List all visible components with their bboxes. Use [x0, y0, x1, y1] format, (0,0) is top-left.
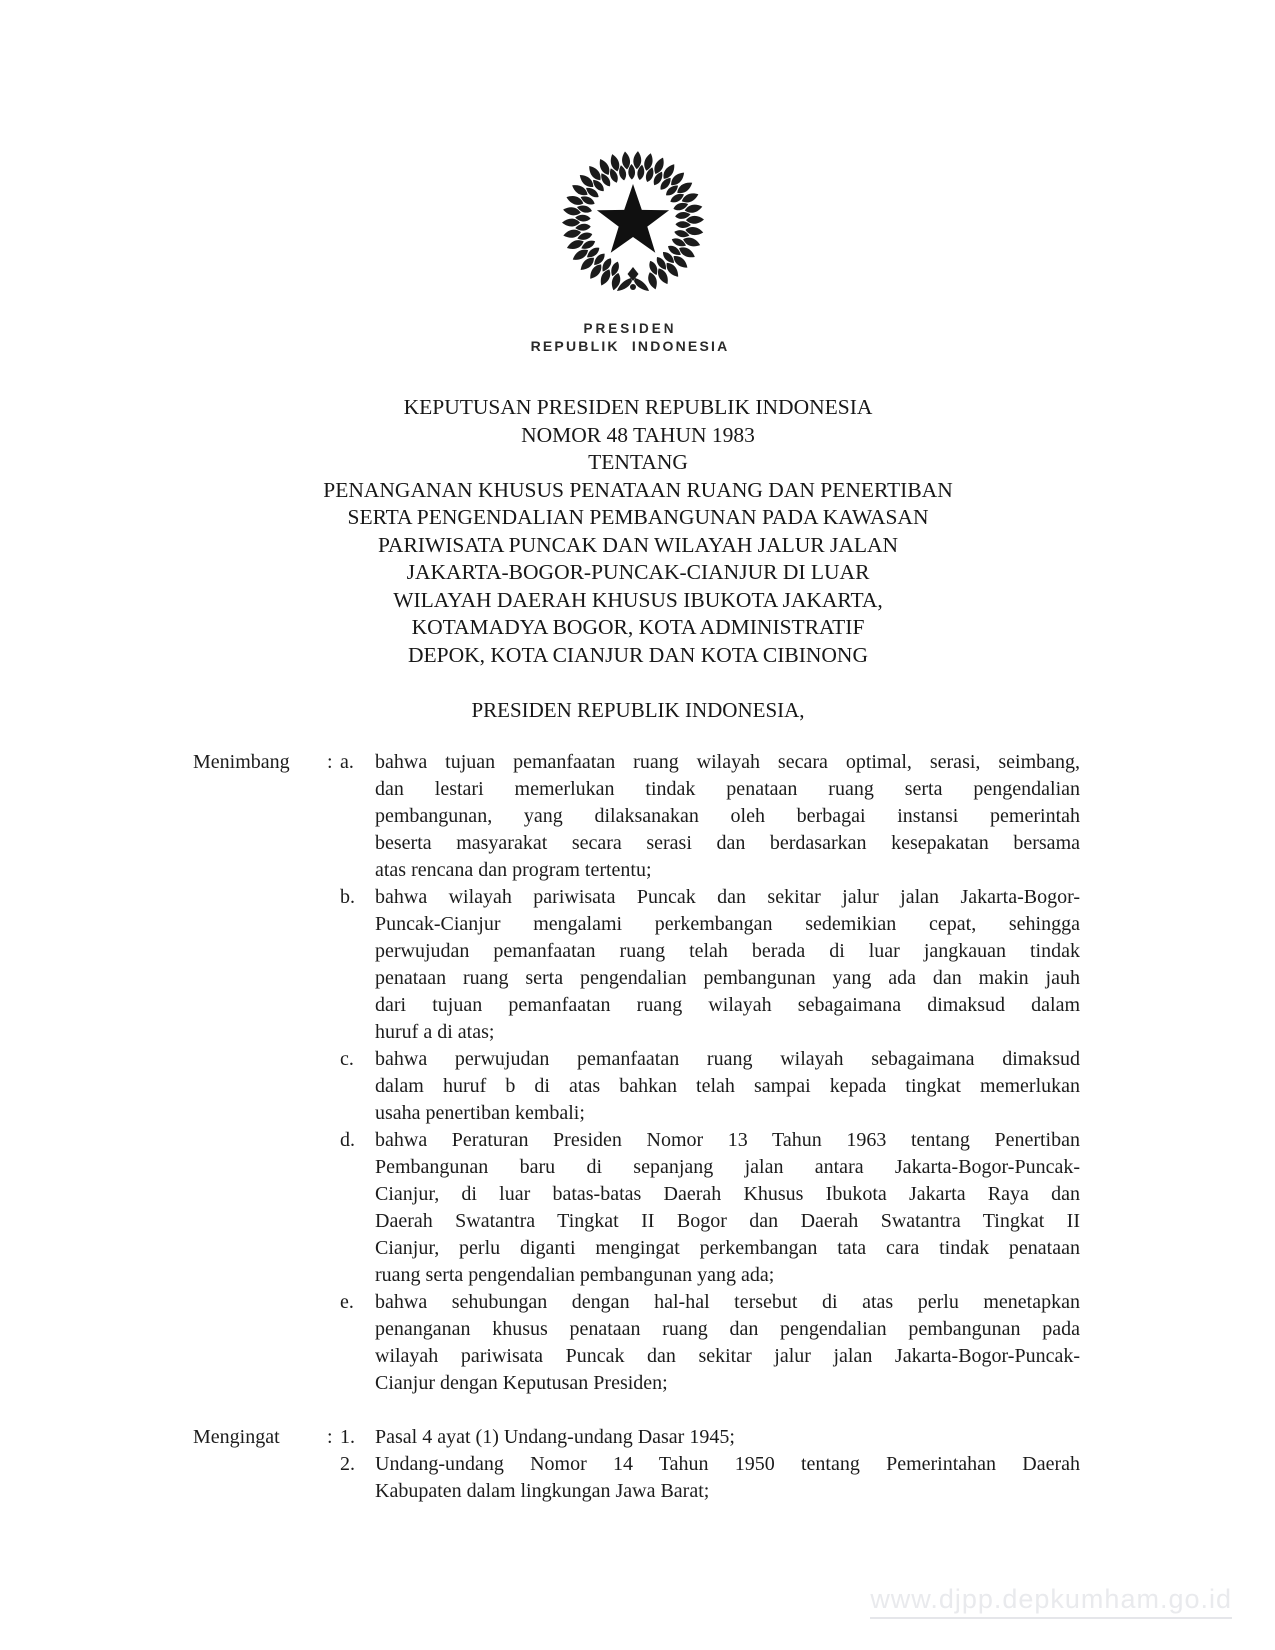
clause-line: bahwa tujuan pemanfaatan ruang wilayah secara optimal, serasi, seimbang, — [375, 751, 1080, 773]
clause-text — [375, 1127, 1080, 1289]
clause-line: Cianjur, perlu diganti mengingat perkembangan tata cara tindak penataan — [375, 1237, 1080, 1259]
clause-marker: e. — [340, 1291, 354, 1313]
title-line: WILAYAH DAERAH KHUSUS IBUKOTA JAKARTA, — [393, 587, 883, 612]
title-line: PARIWISATA PUNCAK DAN WILAYAH JALUR JALAN — [377, 532, 899, 557]
mengingat-label: Mengingat — [193, 1426, 280, 1448]
menimbang-section — [193, 749, 1080, 1397]
clause-line: usaha penertiban kembali; — [375, 1102, 585, 1124]
clause-marker: 1. — [340, 1426, 355, 1448]
clause-line: huruf a di atas; — [375, 1021, 495, 1043]
clause-text — [375, 1424, 1080, 1451]
clause-line: Puncak-Cianjur mengalami perkembangan sedemikian cepat, sehingga — [375, 913, 1080, 935]
clause-line: atas rencana dan program tertentu; — [375, 859, 652, 881]
title-line: JAKARTA-BOGOR-PUNCAK-CIANJUR DI LUAR — [406, 560, 870, 584]
letterhead — [430, 320, 830, 355]
clause-marker: 2. — [340, 1453, 355, 1475]
clause-line: Cianjur dengan Keputusan Presiden; — [375, 1372, 668, 1394]
clause-line: dalam huruf b di atas bahkan telah sampai kepada tingkat memerlukan — [375, 1075, 1080, 1097]
decree-body — [193, 749, 1080, 1505]
mengingat-colon: : — [327, 1426, 333, 1448]
clause-line: bahwa Peraturan Presiden Nomor 13 Tahun 1963 tentang Penertiban — [375, 1129, 1080, 1151]
title-line: DEPOK, KOTA CIANJUR DAN KOTA CIBINONG — [407, 642, 868, 667]
title-line: KOTAMADYA BOGOR, KOTA ADMINISTRATIF — [411, 615, 865, 639]
clause-line: Undang-undang Nomor 14 Tahun 1950 tentang Pemerintahan Daerah — [375, 1453, 1080, 1475]
clause-marker: c. — [340, 1048, 354, 1070]
clause-line: Daerah Swatantra Tingkat II Bogor dan Daerah Swatantra Tingkat II — [375, 1210, 1080, 1232]
clause-text — [375, 1451, 1080, 1505]
clause-line: pembangunan, yang dilaksanakan oleh berbagai instansi pemerintah — [375, 805, 1080, 827]
wreath-ribbon-knot — [617, 267, 649, 291]
clause-line: dari tujuan pemanfaatan ruang wilayah sebagaimana dimaksud dalam — [375, 994, 1080, 1016]
clause-line: beserta masyarakat secara serasi dan berdasarkan kesepakatan bersama — [375, 832, 1080, 854]
clause-line: bahwa perwujudan pemanfaatan ruang wilayah sebagaimana dimaksud — [375, 1048, 1080, 1070]
clause-line: bahwa sehubungan dengan hal-hal tersebut di atas perlu menetapkan — [375, 1291, 1080, 1313]
title-line: PENANGANAN KHUSUS PENATAAN RUANG DAN PENERTIBAN — [323, 477, 953, 502]
clause-line: penanganan khusus penataan ruang dan pengendalian pembangunan pada — [375, 1318, 1080, 1340]
presidential-emblem — [553, 142, 713, 302]
clause-marker: b. — [340, 886, 355, 908]
star-wreath-emblem-icon — [553, 142, 713, 302]
clause-line: wilayah pariwisata Puncak dan sekitar jalur jalan Jakarta-Bogor-Puncak- — [375, 1345, 1080, 1367]
title-line: NOMOR 48 TAHUN 1983 — [521, 422, 755, 447]
menimbang-label: Menimbang — [193, 751, 290, 773]
clause-text — [375, 884, 1080, 1046]
clause-line: ruang serta pengendalian pembangunan yang ada; — [375, 1264, 775, 1286]
watermark: www.djpp.depkumham.go.id — [870, 1584, 1232, 1619]
clause-line: Kabupaten dalam lingkungan Jawa Barat; — [375, 1480, 710, 1502]
clause-text — [375, 1289, 1080, 1397]
clause-line: perwujudan pemanfaatan ruang telah berada di luar jangkauan tindak — [375, 940, 1080, 962]
title-line: SERTA PENGENDALIAN PEMBANGUNAN PADA KAWASAN — [347, 505, 929, 529]
star-icon — [597, 184, 669, 253]
clause-marker: d. — [340, 1129, 355, 1151]
opening-phrase: PRESIDEN REPUBLIK INDONESIA, — [471, 698, 805, 722]
clause-marker: a. — [340, 751, 354, 773]
clause-line: dan lestari memerlukan tindak penataan ruang serta pengendalian — [375, 778, 1080, 800]
clause-line: Pembangunan baru di sepanjang jalan antara Jakarta-Bogor-Puncak- — [375, 1156, 1080, 1178]
clause-text — [375, 749, 1080, 884]
clause-text — [375, 1046, 1080, 1127]
decree-title — [238, 394, 1038, 669]
letterhead-presiden: PRESIDEN — [583, 321, 677, 336]
letterhead-republik-indonesia: REPUBLIK INDONESIA — [530, 338, 730, 354]
clause-line: bahwa wilayah pariwisata Puncak dan sekitar jalur jalan Jakarta-Bogor- — [375, 886, 1080, 908]
clause-line: Pasal 4 ayat (1) Undang-undang Dasar 1945; — [375, 1426, 735, 1448]
mengingat-section — [193, 1424, 1080, 1505]
title-line: KEPUTUSAN PRESIDEN REPUBLIK INDONESIA — [403, 395, 873, 419]
clause-line: Cianjur, di luar batas-batas Daerah Khusus Ibukota Jakarta Raya dan — [375, 1183, 1080, 1205]
clause-line: penataan ruang serta pengendalian pembangunan yang ada dan makin jauh — [375, 967, 1080, 989]
title-line: TENTANG — [588, 450, 688, 474]
menimbang-colon: : — [327, 751, 333, 773]
